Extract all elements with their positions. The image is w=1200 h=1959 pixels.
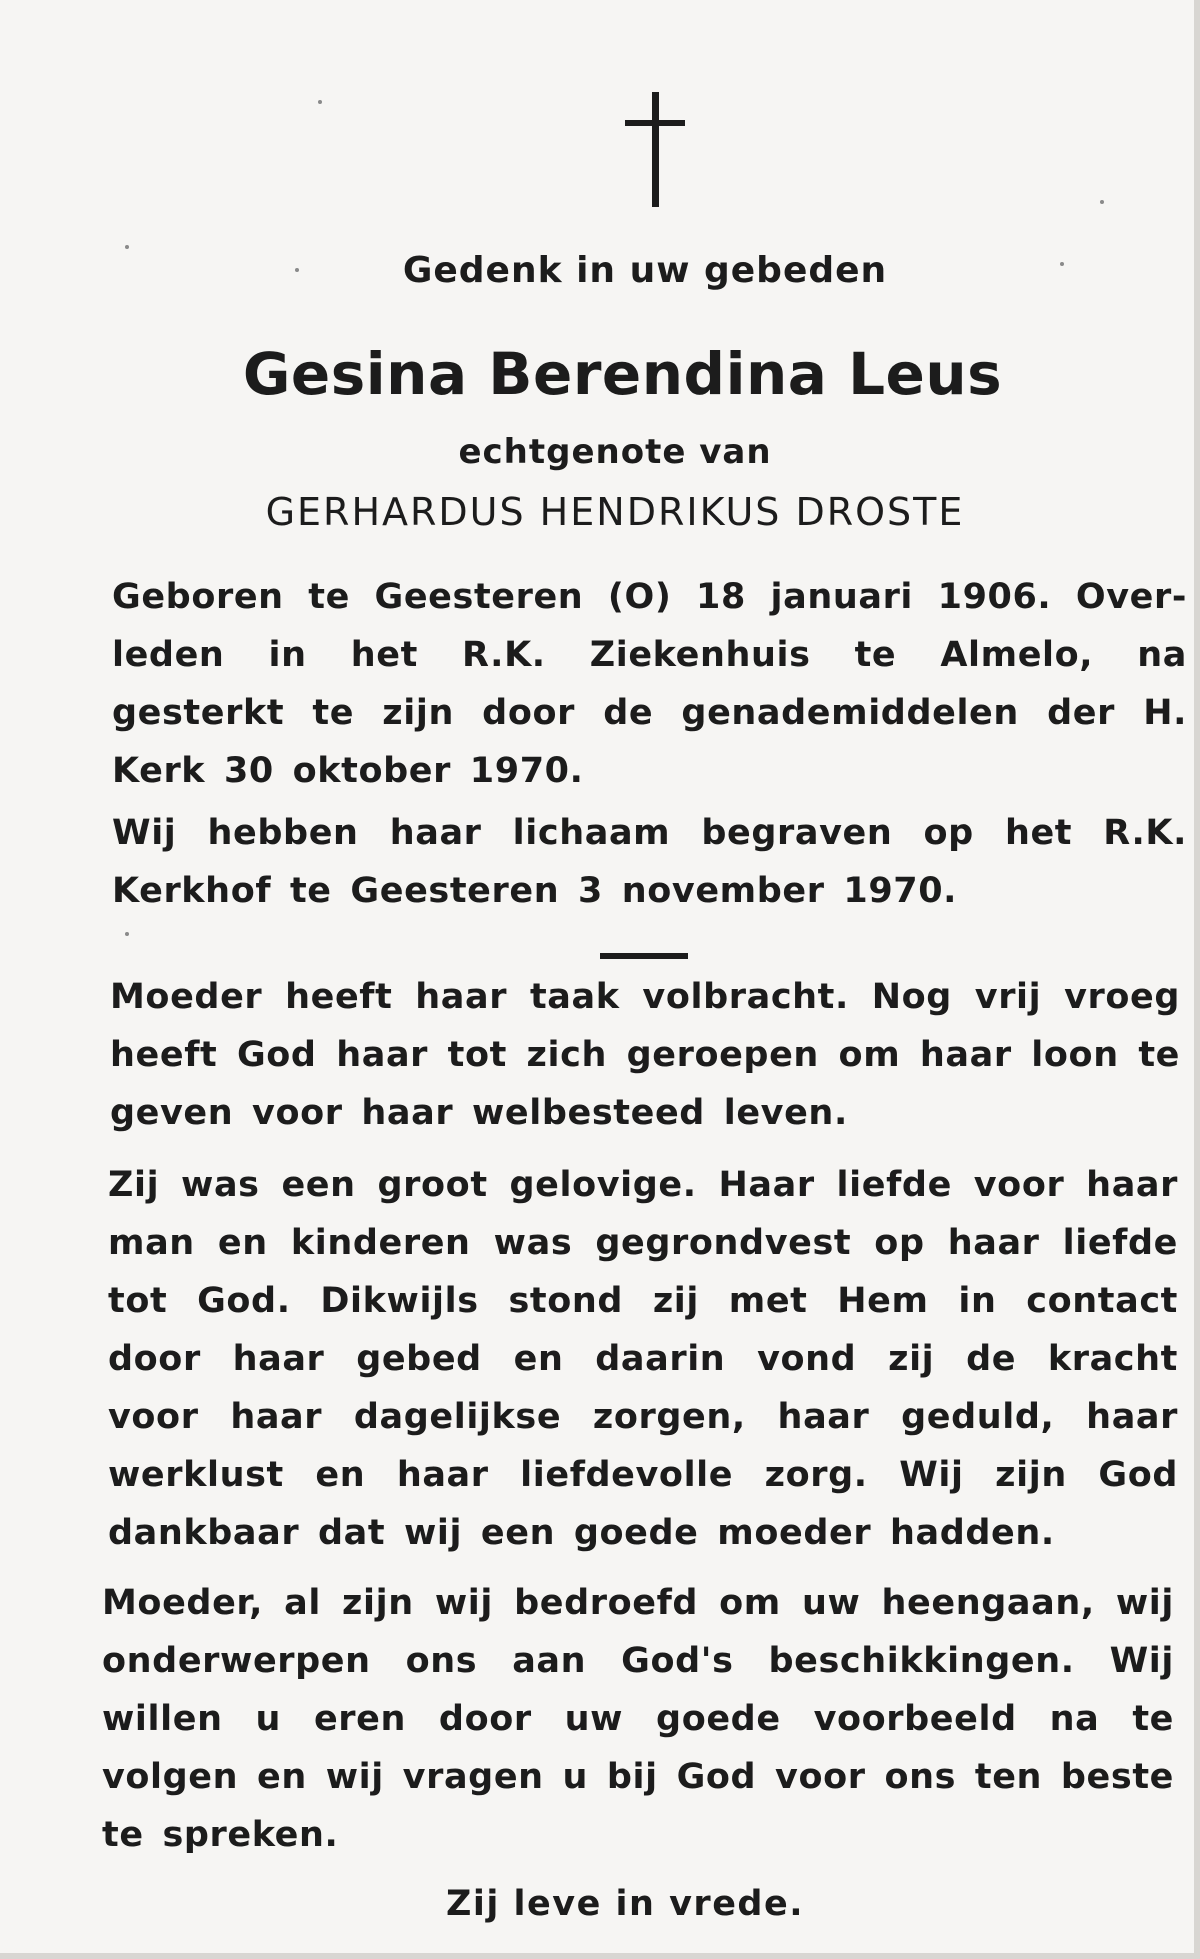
paper-speck	[318, 100, 322, 104]
tribute-paragraph-2: Zij was een groot gelovige. Haar liefde voor haar man en kinderen was gegrondvest op haar liefde tot God. Dikwijls stond zij met Hem in contact door haar gebed en daarin vond zij de kracht voor haar dagelijkse zorgen, haar geduld, haar werklust en haar liefdevolle zorg. Wij zijn God dankbaar dat wij een goede moeder hadden.	[108, 1165, 1178, 1553]
spouse-name: GERHARDUS HENDRIKUS DROSTE	[265, 490, 965, 534]
cross-horizontal-bar	[625, 120, 685, 126]
paper-speck	[1100, 200, 1104, 204]
paper-speck	[295, 268, 299, 272]
intro-text: Gedenk in uw gebeden	[402, 250, 888, 291]
latin-cross-icon	[625, 92, 685, 207]
birth-death-paragraph: Geboren te Geesteren (O) 18 januari 1906. Over-leden in het R.K. Ziekenhuis te Almelo, na gesterkt te zijn door de genademiddelen der H. Kerk 30 oktober 1970.	[112, 577, 1187, 791]
closing-line: Zij leve in vrede.	[445, 1884, 805, 1924]
paper-speck	[125, 932, 129, 936]
paper-speck	[1060, 262, 1064, 266]
cross-vertical-bar	[652, 92, 659, 207]
deceased-name: Gesina Berendina Leus	[242, 340, 1003, 408]
paper-speck	[125, 245, 129, 249]
spouse-label: echtgenote van	[458, 432, 772, 472]
tribute-paragraph-1: Moeder heeft haar taak volbracht. Nog vrij vroeg heeft God haar tot zich geroepen om haar loon te geven voor haar welbesteed leven.	[110, 977, 1180, 1133]
burial-paragraph: Wij hebben haar lichaam begraven op het R.K. Kerkhof te Geesteren 3 november 1970.	[112, 813, 1187, 911]
tribute-paragraph-3: Moeder, al zijn wij bedroefd om uw heengaan, wij onderwerpen ons aan God's beschikkingen. Wij willen u eren door uw goede voorbeeld na te volgen en wij vragen u bij God voor ons ten beste te spreken.	[102, 1583, 1174, 1855]
section-divider	[600, 953, 688, 959]
